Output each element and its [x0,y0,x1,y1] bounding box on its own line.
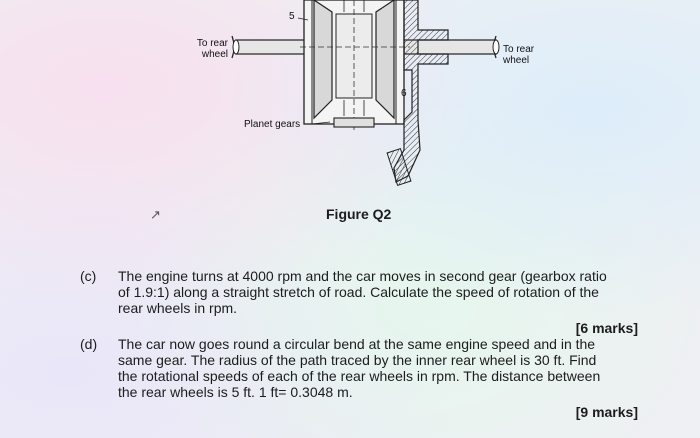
left-half-shaft [232,36,308,58]
label-line: wheel [201,49,228,60]
label-line: To rear [196,38,228,49]
label-line: To rear [503,44,535,55]
question-line: of 1.9:1) along a straight stretch of road. Calculate the speed of rotation of the [118,284,599,300]
mouse-cursor-icon: ↗ [150,207,161,222]
marks-d: [9 marks] [575,404,638,420]
label-line: wheel [503,55,530,66]
figure-caption: Figure Q2 [326,206,392,222]
label-planet-gears: Planet gears [244,119,301,130]
question-text [118,336,644,400]
label-part-5: 5 [289,11,295,22]
question-line: the rear wheels is 5 ft. 1 ft= 0.3048 m. [118,384,353,400]
question-line: rear wheels in rpm. [118,300,238,316]
differential-diagram [0,0,700,200]
label-to-rear-wheel-left [186,38,228,60]
question-label: (c) [80,268,97,284]
label-to-rear-wheel-right [503,44,534,66]
marks-c: [6 marks] [575,320,638,336]
question-line: The engine turns at 4000 rpm and the car moves in second gear (gearbox ratio [118,268,607,284]
question-line: same gear. The radius of the path traced by the inner rear wheel is 30 ft. Find [118,352,597,368]
label-part-6: 6 [401,88,407,99]
question-line: The car now goes round a circular bend at the same engine speed and in the [118,336,596,352]
question-label: (d) [80,336,98,352]
question-line: the rotational speeds of each of the rear wheels in rpm. The distance between [118,368,601,384]
question-text [118,268,644,316]
